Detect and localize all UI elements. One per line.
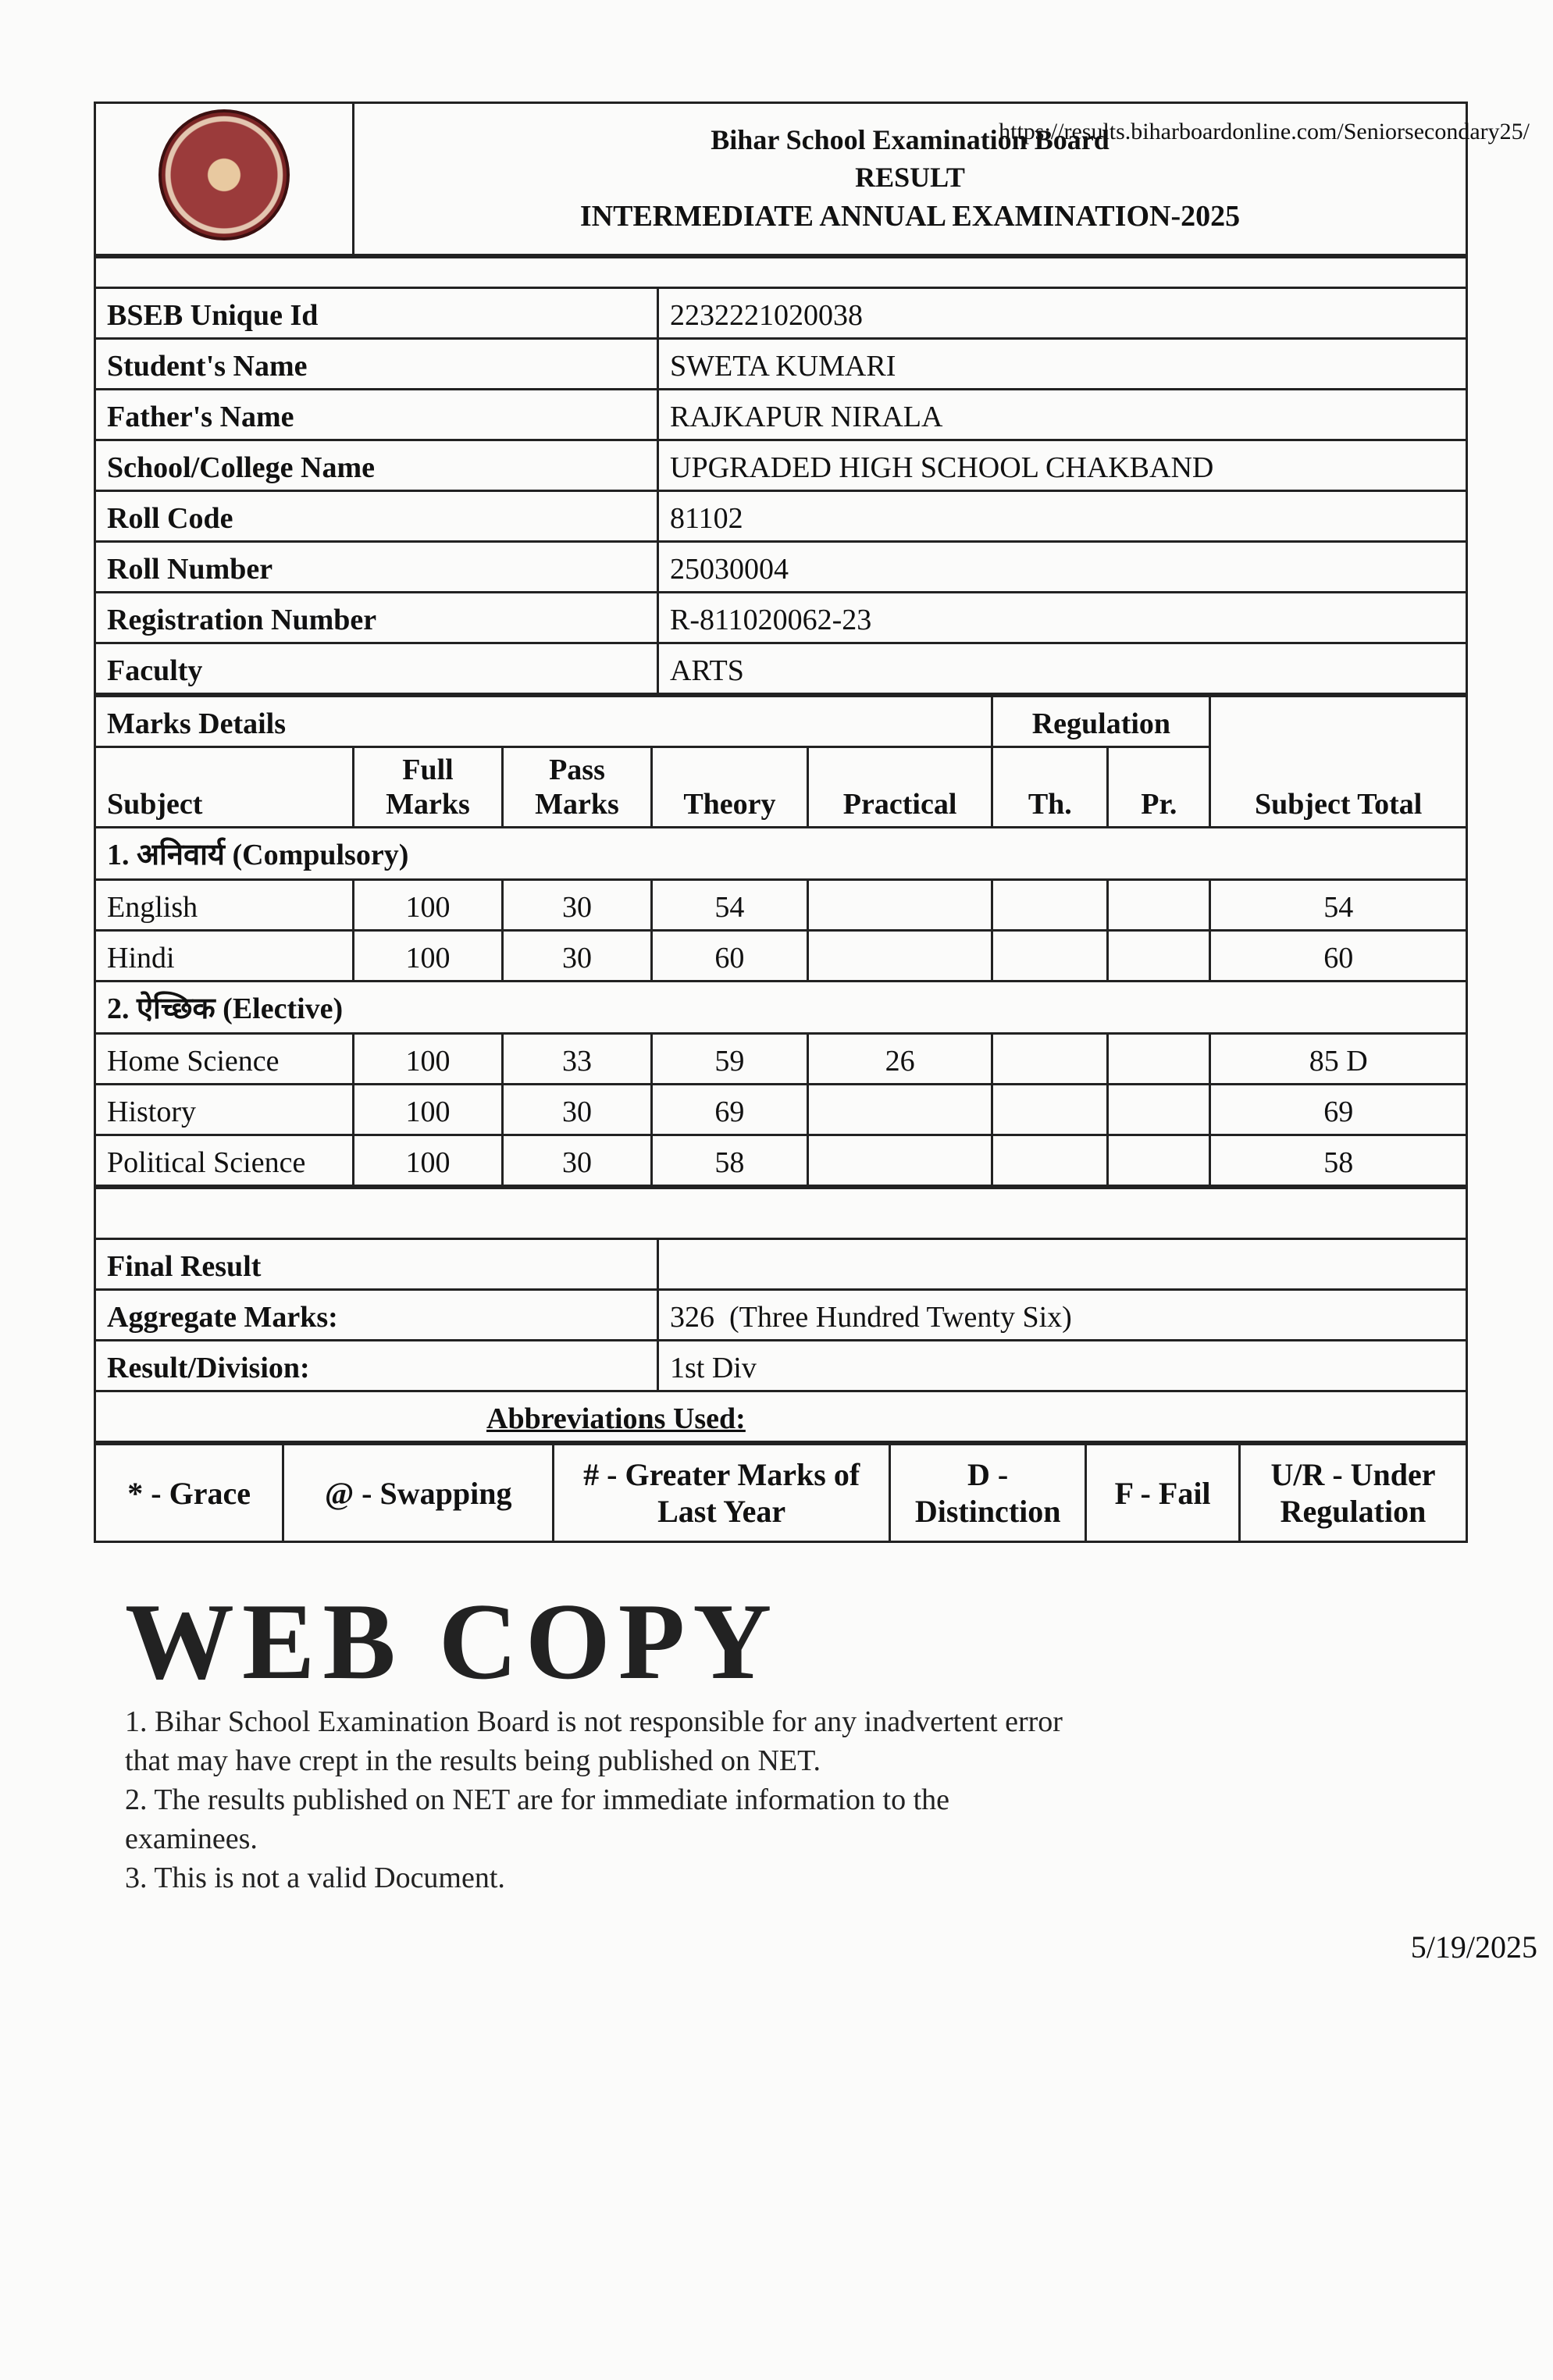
info-label: Registration Number	[95, 593, 658, 643]
practical-marks	[807, 1085, 992, 1135]
abbr-grace: * - Grace	[95, 1445, 283, 1542]
subject-name: Hindi	[95, 931, 354, 982]
col-practical: Practical	[807, 747, 992, 828]
reg-th	[992, 931, 1108, 982]
abbreviations-title-cell	[95, 1391, 1467, 1442]
info-value: ARTS	[658, 643, 1467, 694]
watermark-note: 2. The results published on NET are for immediate information to the	[125, 1783, 950, 1816]
col-reg-pr: Pr.	[1108, 747, 1210, 828]
subject-total: 60	[1210, 931, 1467, 982]
subject-row	[95, 880, 1467, 931]
final-result-label: Final Result	[95, 1239, 658, 1290]
full-marks: 100	[354, 1135, 503, 1186]
info-row	[95, 643, 1467, 694]
info-label: BSEB Unique Id	[95, 288, 658, 339]
division-value: 1st Div	[658, 1341, 1467, 1391]
info-label: School/College Name	[95, 440, 658, 491]
subject-total: 54	[1210, 880, 1467, 931]
info-row	[95, 390, 1467, 440]
pass-marks: 30	[503, 880, 652, 931]
marks-table	[94, 695, 1468, 1187]
reg-pr	[1108, 1135, 1210, 1186]
col-subject: Subject	[95, 747, 354, 828]
student-info-table	[94, 256, 1468, 695]
board-logo	[95, 103, 354, 255]
info-value: 2232221020038	[658, 288, 1467, 339]
info-row	[95, 491, 1467, 542]
aggregate-label: Aggregate Marks:	[95, 1290, 658, 1341]
subject-total: 58	[1210, 1135, 1467, 1186]
exam-name: INTERMEDIATE ANNUAL EXAMINATION-2025	[579, 199, 1241, 233]
full-marks: 100	[354, 1085, 503, 1135]
watermark-note: 1. Bihar School Examination Board is not responsible for any inadvertent error	[125, 1705, 1063, 1738]
reg-pr	[1108, 1034, 1210, 1085]
info-row	[95, 542, 1467, 593]
info-row	[95, 339, 1467, 390]
reg-pr	[1108, 880, 1210, 931]
info-label: Roll Number	[95, 542, 658, 593]
elective-section: 2. ऐच्छिक (Elective)	[95, 982, 1467, 1034]
col-theory: Theory	[652, 747, 808, 828]
pass-marks: 33	[503, 1034, 652, 1085]
subject-name: English	[95, 880, 354, 931]
subject-name: Home Science	[95, 1034, 354, 1085]
theory-marks: 54	[652, 880, 808, 931]
info-label: Roll Code	[95, 491, 658, 542]
theory-marks: 58	[652, 1135, 808, 1186]
info-value: R-811020062-23	[658, 593, 1467, 643]
theory-marks: 60	[652, 931, 808, 982]
info-value: 81102	[658, 491, 1467, 542]
full-marks: 100	[354, 880, 503, 931]
info-value: SWETA KUMARI	[658, 339, 1467, 390]
practical-marks	[807, 931, 992, 982]
result-sheet	[94, 102, 1468, 1543]
compulsory-section: 1. अनिवार्य (Compulsory)	[95, 828, 1467, 880]
marks-details-heading: Marks Details	[95, 697, 992, 747]
web-copy-watermark: WEB COPY	[125, 1581, 780, 1702]
abbr-distinction: D - Distinction	[890, 1445, 1086, 1542]
col-subject-total: Subject Total	[1210, 697, 1467, 828]
info-label: Father's Name	[95, 390, 658, 440]
theory-marks: 69	[652, 1085, 808, 1135]
watermark-note: examinees.	[125, 1822, 258, 1855]
reg-pr	[1108, 1085, 1210, 1135]
pass-marks: 30	[503, 1085, 652, 1135]
reg-th	[992, 1034, 1108, 1085]
page-url: https://results.biharboardonline.com/Seniorsecondary25/	[999, 119, 1530, 144]
subject-total: 69	[1210, 1085, 1467, 1135]
abbreviations-title: Abbreviations Used:	[486, 1402, 746, 1435]
print-date: 5/19/2025	[1410, 1929, 1537, 1965]
subject-name: Political Science	[95, 1135, 354, 1186]
subject-total: 85 D	[1210, 1034, 1467, 1085]
full-marks: 100	[354, 931, 503, 982]
practical-marks: 26	[807, 1034, 992, 1085]
theory-marks: 59	[652, 1034, 808, 1085]
subject-row	[95, 1135, 1467, 1186]
board-name: Bihar School Examination Board	[711, 123, 1110, 155]
subject-row	[95, 1085, 1467, 1135]
watermark-block	[125, 1582, 1452, 1897]
info-value: RAJKAPUR NIRALA	[658, 390, 1467, 440]
subject-row	[95, 931, 1467, 982]
bseb-seal-icon	[159, 109, 290, 240]
reg-pr	[1108, 931, 1210, 982]
col-regulation: Regulation	[992, 697, 1210, 747]
abbr-greater-marks: # - Greater Marks of Last Year	[554, 1445, 890, 1542]
aggregate-number: 326	[670, 1301, 714, 1334]
aggregate-words: (Three Hundred Twenty Six)	[729, 1301, 1072, 1334]
info-row	[95, 288, 1467, 339]
col-pass-marks: Pass Marks	[503, 747, 652, 828]
info-row	[95, 593, 1467, 643]
info-label: Faculty	[95, 643, 658, 694]
division-label: Result/Division:	[95, 1341, 658, 1391]
practical-marks	[807, 1135, 992, 1186]
reg-th	[992, 1085, 1108, 1135]
info-label: Student's Name	[95, 339, 658, 390]
result-heading: RESULT	[855, 162, 965, 194]
reg-th	[992, 1135, 1108, 1186]
col-full-marks: Full Marks	[354, 747, 503, 828]
practical-marks	[807, 880, 992, 931]
pass-marks: 30	[503, 931, 652, 982]
abbr-under-regulation: U/R - Under Regulation	[1240, 1445, 1467, 1542]
abbr-fail: F - Fail	[1086, 1445, 1240, 1542]
info-row	[95, 440, 1467, 491]
col-reg-th: Th.	[992, 747, 1108, 828]
spacer-row	[95, 258, 1467, 288]
reg-th	[992, 880, 1108, 931]
final-result-table	[94, 1187, 1468, 1443]
abbr-swapping: @ - Swapping	[283, 1445, 554, 1542]
subject-name: History	[95, 1085, 354, 1135]
pass-marks: 30	[503, 1135, 652, 1186]
aggregate-value	[658, 1290, 1467, 1341]
final-result-value	[658, 1239, 1467, 1290]
info-value: 25030004	[658, 542, 1467, 593]
subject-row	[95, 1034, 1467, 1085]
full-marks: 100	[354, 1034, 503, 1085]
watermark-note: that may have crept in the results being published on NET.	[125, 1744, 821, 1777]
watermark-note: 3. This is not a valid Document.	[125, 1862, 505, 1894]
info-value: UPGRADED HIGH SCHOOL CHAKBAND	[658, 440, 1467, 491]
spacer-row	[95, 1188, 1467, 1239]
abbreviations-table	[94, 1443, 1468, 1543]
